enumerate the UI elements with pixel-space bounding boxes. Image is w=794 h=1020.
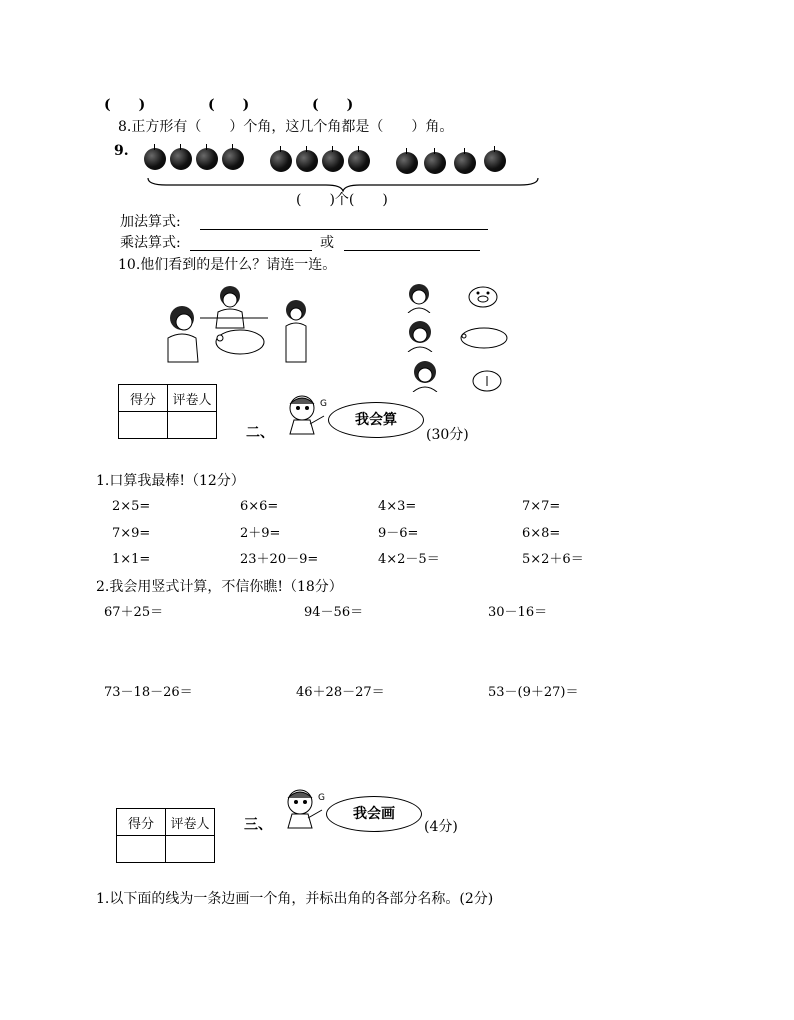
vertical-calc-item: 30－16＝ xyxy=(488,605,548,620)
question-9-label: 9. xyxy=(114,143,129,159)
apple-icon xyxy=(454,152,476,174)
cartoon-mascot-icon xyxy=(280,392,328,442)
vertical-calc-item: 53－(9＋27)＝ xyxy=(488,685,579,700)
grader-label: 评卷人 xyxy=(166,809,215,836)
pig-front-view-icon xyxy=(466,284,500,310)
addition-label: 加法算式: xyxy=(120,214,181,230)
apple-icon xyxy=(322,150,344,172)
section-2-points: (30分) xyxy=(426,427,469,443)
score-label: 得分 xyxy=(117,809,166,836)
curly-brace-icon xyxy=(146,176,540,192)
pig-side-view-icon xyxy=(458,326,510,350)
mental-math-item: 9－6= xyxy=(378,526,419,541)
brace-caption: ( )个( ) xyxy=(296,192,388,208)
apple-icon xyxy=(348,150,370,172)
mental-math-item: 7×9= xyxy=(112,526,151,541)
section-2-title: 我会算 xyxy=(355,412,397,428)
apple-icon xyxy=(296,150,318,172)
apple-icon xyxy=(484,150,506,172)
score-cell[interactable] xyxy=(117,836,166,863)
pig-back-view-icon xyxy=(470,368,504,394)
section-3-points: (4分) xyxy=(424,819,458,835)
mental-math-item: 7×7= xyxy=(522,499,561,514)
top-paren-3: ( ) xyxy=(312,97,354,113)
apple-icon xyxy=(196,148,218,170)
s3-q1-title: 1.以下面的线为一条边画一个角，并标出角的各部分名称。(2分) xyxy=(96,891,494,907)
section-3-title: 我会画 xyxy=(353,806,395,822)
mental-math-item: 4×2－5＝ xyxy=(378,552,440,567)
score-box xyxy=(118,384,217,439)
question-10: 10.他们看到的是什么？请连一连。 xyxy=(118,257,337,273)
cartoon-mascot-icon xyxy=(278,786,326,836)
apple-icon xyxy=(170,148,192,170)
top-paren-1: ( ) xyxy=(104,97,146,113)
score-label: 得分 xyxy=(119,385,168,412)
mental-math-item: 23＋20－9= xyxy=(240,552,319,567)
section-3-number: 三、 xyxy=(244,817,272,833)
multiplication-label: 乘法算式: xyxy=(120,235,181,251)
or-text: 或 xyxy=(320,235,334,251)
grader-label: 评卷人 xyxy=(168,385,217,412)
question-8: 8.正方形有（ ）个角，这几个角都是（ ）角。 xyxy=(118,119,454,135)
addition-answer-line[interactable] xyxy=(200,229,488,230)
apple-icon xyxy=(396,152,418,174)
boy-face-2-icon xyxy=(404,320,436,352)
apple-icon xyxy=(270,150,292,172)
girl-face-icon xyxy=(408,360,442,392)
children-observing-scene xyxy=(160,282,320,372)
multiplication-answer-line-2[interactable] xyxy=(344,250,480,251)
mental-math-item: 2×5= xyxy=(112,499,151,514)
section-2-number: 二、 xyxy=(246,425,274,441)
mental-math-item: 6×8= xyxy=(522,526,561,541)
vertical-calc-item: 46＋28－27＝ xyxy=(296,685,385,700)
apple-icon xyxy=(222,148,244,170)
apple-icon xyxy=(144,148,166,170)
vertical-calc-item: 67＋25＝ xyxy=(104,605,164,620)
s2-q2-title: 2.我会用竖式计算，不信你瞧!（18分） xyxy=(96,579,343,595)
multiplication-answer-line-1[interactable] xyxy=(190,250,312,251)
apple-icon xyxy=(424,152,446,174)
score-cell[interactable] xyxy=(119,412,168,439)
boy-face-1-icon xyxy=(404,283,434,313)
mental-math-item: 2＋9= xyxy=(240,526,281,541)
section-3-bubble xyxy=(326,796,422,832)
mental-math-item: 6×6= xyxy=(240,499,279,514)
mental-math-item: 5×2＋6＝ xyxy=(522,552,584,567)
vertical-calc-item: 94－56＝ xyxy=(304,605,364,620)
vertical-calc-item: 73－18－26＝ xyxy=(104,685,193,700)
s2-q1-title: 1.口算我最棒!（12分） xyxy=(96,473,245,489)
section-2-bubble xyxy=(328,402,424,438)
svg-text:G: G xyxy=(318,793,325,803)
mental-math-item: 4×3= xyxy=(378,499,417,514)
grader-cell[interactable] xyxy=(166,836,215,863)
top-paren-2: ( ) xyxy=(208,97,250,113)
score-box xyxy=(116,808,215,863)
mental-math-item: 1×1= xyxy=(112,552,151,567)
grader-cell[interactable] xyxy=(168,412,217,439)
svg-text:G: G xyxy=(320,399,327,409)
